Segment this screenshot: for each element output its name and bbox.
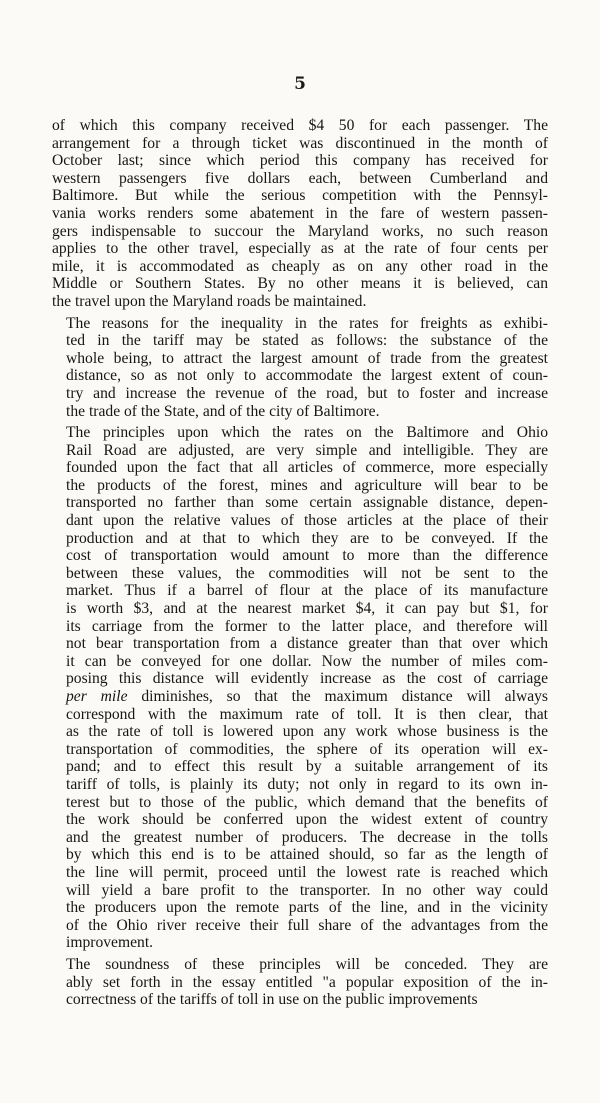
text-line: The principles upon which the rates on the Baltimore and Ohio [66,424,548,442]
text-line: of which this company received $4 50 for each passenger. The [52,117,548,134]
text-line: The soundness of these principles will be conceded. They are [66,955,548,973]
text-line: dant upon the relative values of those articles at the place of their [66,512,548,530]
text-line: correctness of the tariffs of toll in use on the public improvements [66,991,478,1009]
text-line: is worth $3, and at the nearest market $4, it can pay but $1, for [66,600,548,618]
text-line: transportation of commodities, the sphere of its operation will ex- [66,740,548,758]
text-line: gers indispensable to succour the Maryland works, no such reason [52,222,548,240]
emphasis: per mile [66,688,128,705]
text-line: correspond with the maximum rate of toll. It is then clear, that [66,705,548,723]
text-line: The reasons for the inequality in the rates for freights as exhibi- [66,314,548,332]
paragraph-1 [52,117,548,311]
text-line: and the greatest number of producers. The decrease in the tolls [66,828,548,846]
text-line: the work should be conferred upon the widest extent of country [66,811,548,829]
text-line: pand; and to effect this result by a suitable arrangement of its [66,758,548,776]
page-number: 5 [294,74,306,94]
text-line: improvement. [66,934,154,952]
text-line: not bear transportation from a distance greater than that over which [66,635,548,653]
text-line: the line will permit, proceed until the lowest rate is reached which [66,863,548,881]
text-line: mile, it is accommodated as cheaply as on any other road in the [52,257,548,275]
paragraph-4 [52,956,548,1009]
text-line: as the rate of toll is lowered upon any work whose business is the [66,723,548,741]
text-line: transported no farther than some certain assignable distance, depen- [66,494,548,512]
text-line: ted in the tariff may be stated as follows: the substance of the [66,332,548,350]
body-text [52,117,548,1009]
text-line: distance, so as not only to accommodate the largest extent of coun- [66,367,548,385]
text-line: Baltimore. But while the serious competition with the Pennsyl- [52,187,548,205]
text-line: the trade of the State, and of the city of Baltimore. [66,402,380,420]
text-line: applies to the other travel, especially as at the rate of four cents per [52,240,548,258]
text-line: arrangement for a through ticket was discontinued in the month of [52,134,548,152]
text-line: by which this end is to be attained should, so far as the length of [66,846,548,864]
text-line: the travel upon the Maryland roads be maintained. [52,292,367,310]
text-line: the producers upon the remote parts of the line, and in the vicinity [66,899,548,917]
text-line: the products of the forest, mines and agriculture will bear to be [66,476,548,494]
text-line: posing this distance will evidently increase as the cost of carriage [66,670,548,688]
text-line: ably set forth in the essay entitled "a popular exposition of the in- [66,973,548,991]
text-line: Middle or Southern States. By no other means it is believed, can [52,275,548,293]
text-line: it can be conveyed for one dollar. Now the number of miles com- [66,652,548,670]
text-line: will yield a bare profit to the transporter. In no other way could [66,881,548,899]
text-line: per mile diminishes, so that the maximum distance will always [66,688,548,705]
text-line: cost of transportation would amount to more than the difference [66,547,548,565]
text-line: market. Thus if a barrel of flour at the place of its manufacture [66,582,548,600]
text-line: its carriage from the former to the latter place, and therefore will [66,617,548,635]
text-line: western passengers five dollars each, between Cumberland and [52,169,548,187]
text-line: founded upon the fact that all articles of commerce, more especially [66,459,548,477]
text-line: vania works renders some abatement in the fare of western passen- [52,204,548,222]
text-line: tariff of tolls, is plainly its duty; not only in regard to its own in- [66,775,548,793]
text-line: October last; since which period this company has received for [52,152,548,170]
text-line: Rail Road are adjusted, are very simple and intelligible. They are [66,441,548,459]
text-line: production and at that to which they are to be conveyed. If the [66,529,548,547]
text-line: try and increase the revenue of the road, but to foster and increase [66,384,548,402]
text-line: between these values, the commodities will not be sent to the [66,564,548,582]
paragraph-3 [52,424,548,952]
text-line: whole being, to attract the largest amount of trade from the greatest [66,349,548,367]
paragraph-2 [52,315,548,421]
text-line: of the Ohio river receive their full share of the advantages from the [66,916,548,934]
text-line: terest but to those of the public, which demand that the benefits of [66,793,548,811]
